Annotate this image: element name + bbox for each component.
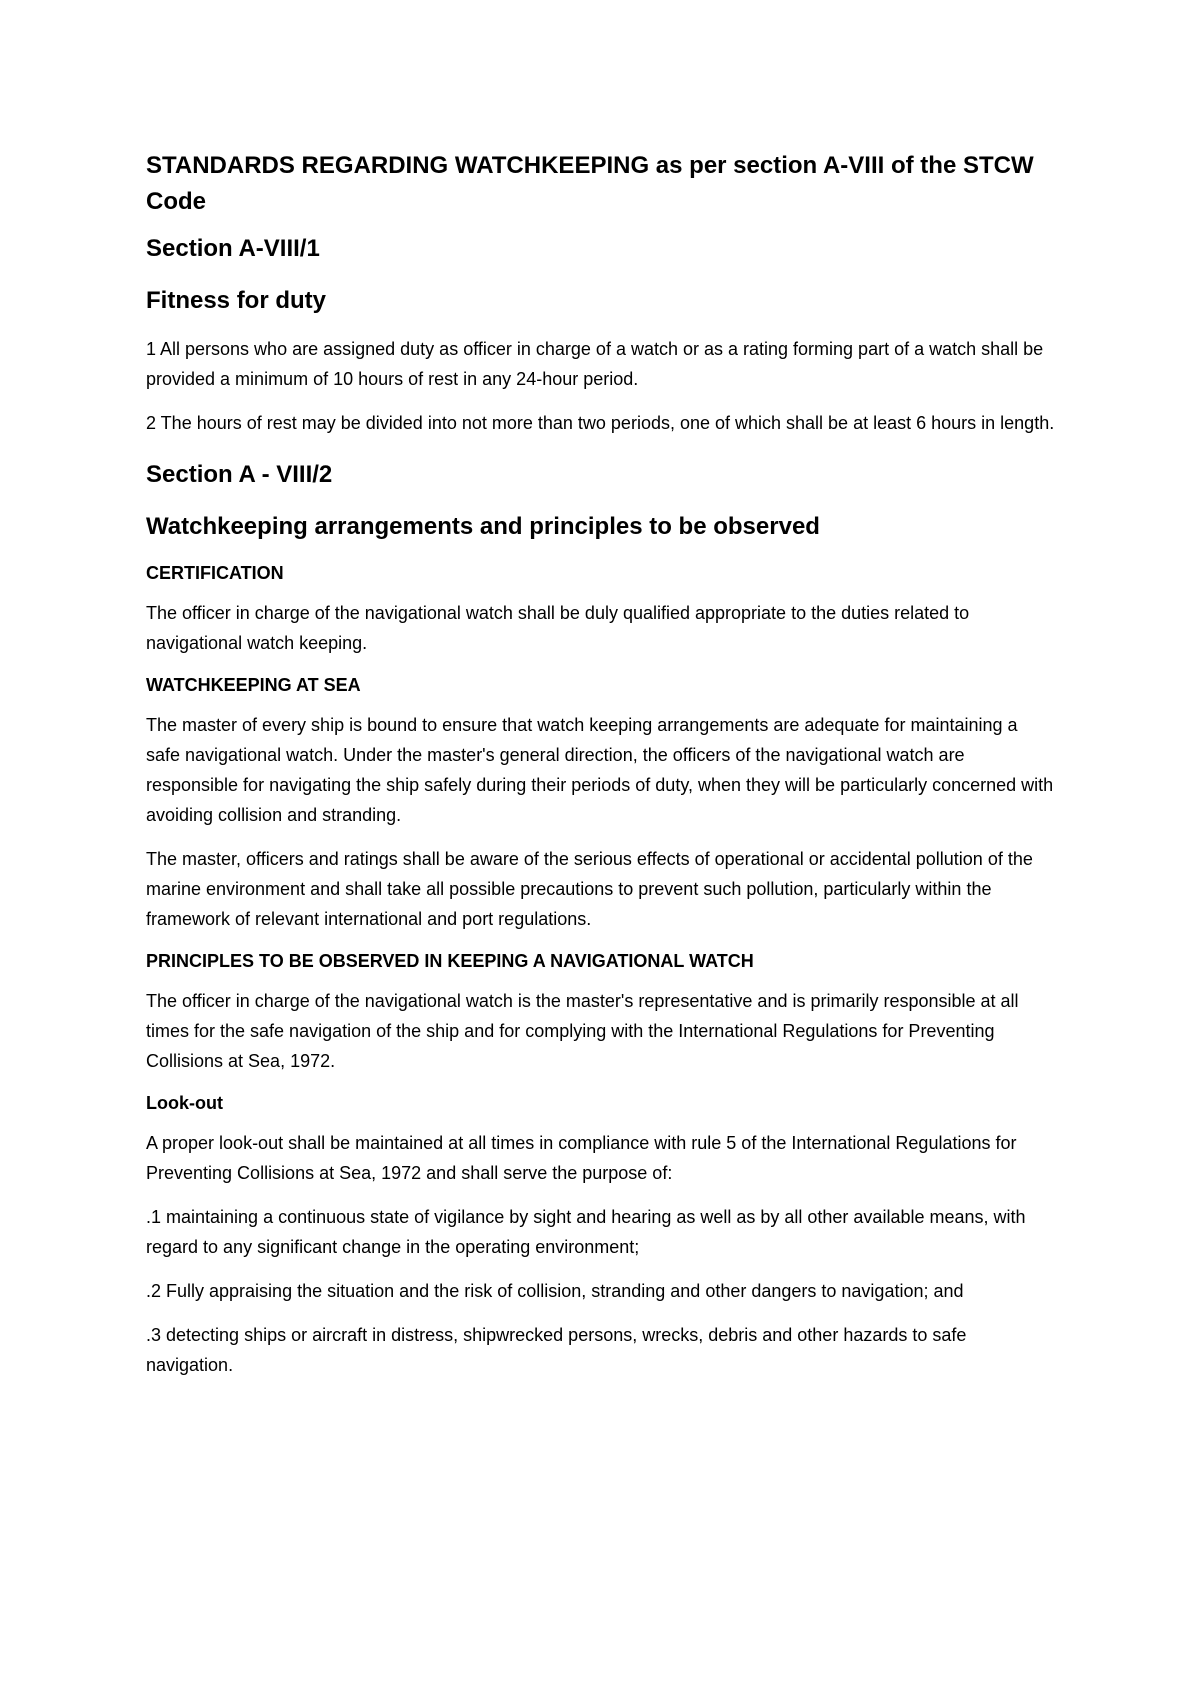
- section-a-viii-2-heading: Section A - VIII/2: [146, 461, 333, 488]
- lookout-item-2: .2 Fully appraising the situation and the risk of collision, stranding and other dangers to navigation; and: [146, 1281, 964, 1301]
- lookout-heading: Look-out: [146, 1093, 223, 1113]
- fitness-paragraph-1: 1 All persons who are assigned duty as officer in charge of a watch or as a rating forming part of a watch shall be provided a minimum of 10 hours of rest in any 24-hour period.: [146, 339, 1044, 389]
- document-body: [146, 148, 1056, 1394]
- lookout-intro-paragraph: A proper look-out shall be maintained at all times in compliance with rule 5 of the International Regulations for Preventing Collisions at Sea, 1972 and shall serve the purpose of:: [146, 1133, 1017, 1183]
- fitness-for-duty-heading: Fitness for duty: [146, 287, 327, 314]
- principles-paragraph: The officer in charge of the navigational watch is the master's representative and is primarily responsible at all times for the safe navigation of the ship and for complying with the International Regulations for Preventing Collisions at Sea, 1972.: [146, 991, 1019, 1071]
- principles-heading: PRINCIPLES TO BE OBSERVED IN KEEPING A NAVIGATIONAL WATCH: [146, 951, 754, 971]
- fitness-paragraph-2: 2 The hours of rest may be divided into not more than two periods, one of which shall be at least 6 hours in length.: [146, 413, 1055, 433]
- watchkeeping-at-sea-paragraph-1: The master of every ship is bound to ensure that watch keeping arrangements are adequate for maintaining a safe navigational watch. Under the master's general direction, the officers of the navigational watch are responsible for navigating the ship safely during their periods of duty, when they will be particularly concerned with avoiding collision and stranding.: [146, 715, 1054, 825]
- lookout-item-3: .3 detecting ships or aircraft in distress, shipwrecked persons, wrecks, debris and other hazards to safe navigation.: [146, 1325, 967, 1375]
- watchkeeping-arrangements-heading: Watchkeeping arrangements and principles to be observed: [146, 513, 820, 540]
- lookout-item-1: .1 maintaining a continuous state of vigilance by sight and hearing as well as by all other available means, with regard to any significant change in the operating environment;: [146, 1207, 1026, 1257]
- document-title: STANDARDS REGARDING WATCHKEEPING as per section A-VIII of the STCW Code: [146, 152, 1034, 215]
- watchkeeping-at-sea-heading: WATCHKEEPING AT SEA: [146, 675, 361, 695]
- watchkeeping-at-sea-paragraph-2: The master, officers and ratings shall be aware of the serious effects of operational or accidental pollution of the marine environment and shall take all possible precautions to prevent such pollution, particularly within the framework of relevant international and port regulations.: [146, 849, 1033, 929]
- section-a-viii-1-heading: Section A-VIII/1: [146, 235, 320, 262]
- certification-paragraph: The officer in charge of the navigational watch shall be duly qualified appropriate to the duties related to navigational watch keeping.: [146, 603, 970, 653]
- certification-heading: CERTIFICATION: [146, 563, 284, 583]
